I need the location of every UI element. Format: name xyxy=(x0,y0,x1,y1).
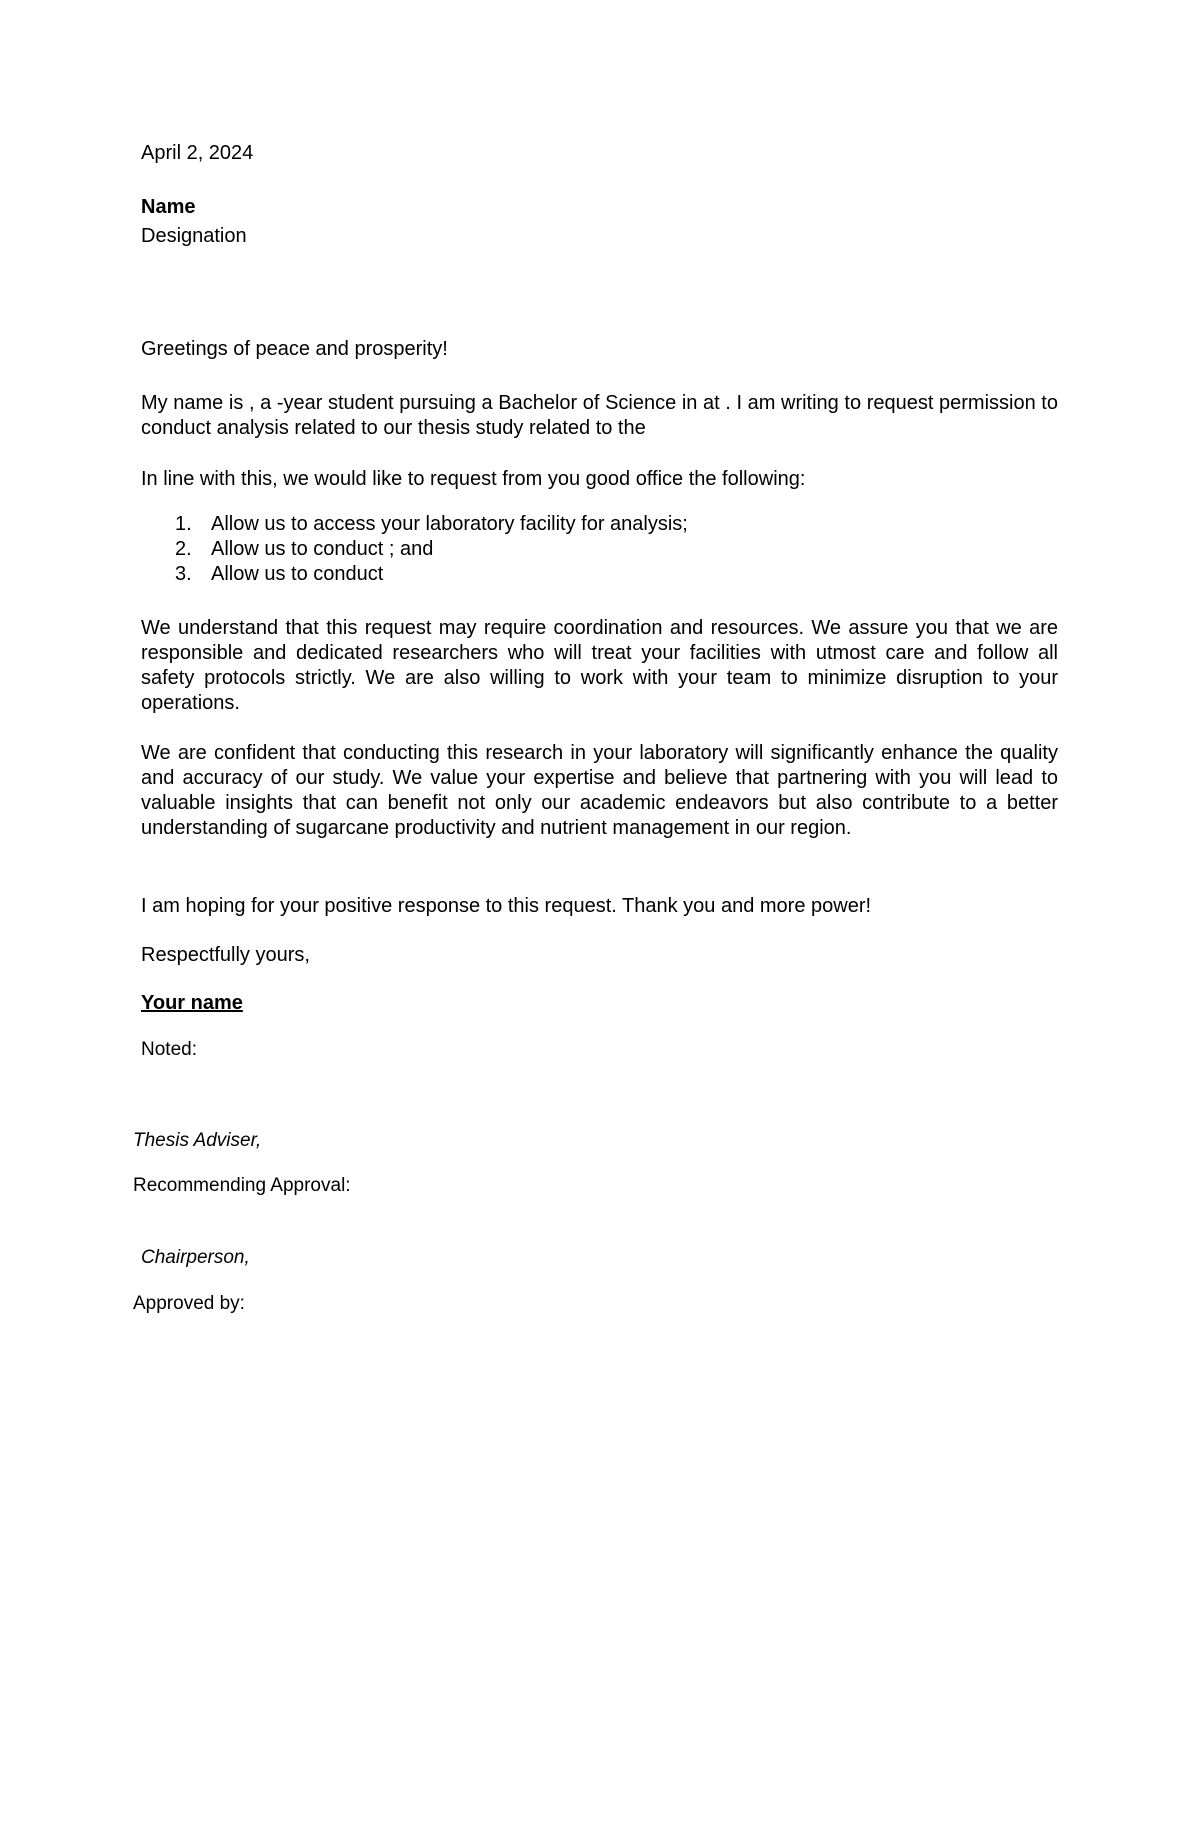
recommending-approval-label: Recommending Approval: xyxy=(133,1175,351,1196)
greeting: Greetings of peace and prosperity! xyxy=(141,338,448,360)
noted-label: Noted: xyxy=(141,1039,197,1060)
list-item-text: Allow us to access your laboratory facility for analysis; xyxy=(211,513,688,535)
approved-by-label: Approved by: xyxy=(133,1293,245,1314)
request-intro: In line with this, we would like to request from you good office the following: xyxy=(141,468,806,490)
intro-paragraph: My name is , a -year student pursuing a Bachelor of Science in at . I am writing to request permission to conduct analysis related to our thesis study related to the xyxy=(141,392,1058,439)
chairperson-title: Chairperson, xyxy=(141,1247,250,1268)
letter-date: April 2, 2024 xyxy=(141,142,254,164)
list-item xyxy=(141,562,688,587)
sender-name: Your name xyxy=(141,992,243,1014)
list-item-number: 2. xyxy=(175,538,192,560)
list-item xyxy=(141,537,688,562)
request-list xyxy=(141,512,688,587)
confidence-paragraph: We are confident that conducting this research in your laboratory will significantly enhance the quality and accuracy of our study. We value your expertise and believe that partnering with you will lead to valuable insights that can benefit not only our academic endeavors but also contribute to a better understanding of sugarcane productivity and nutrient management in our region. xyxy=(141,742,1058,839)
list-item xyxy=(141,512,688,537)
list-item-number: 1. xyxy=(175,513,192,535)
list-item-text: Allow us to conduct xyxy=(211,563,384,585)
list-item-text: Allow us to conduct ; and xyxy=(211,538,434,560)
recipient-name: Name xyxy=(141,196,196,218)
recipient-designation: Designation xyxy=(141,225,247,247)
closing-remark: I am hoping for your positive response to this request. Thank you and more power! xyxy=(141,895,872,917)
assurance-paragraph: We understand that this request may require coordination and resources. We assure you that we are responsible and dedicated researchers who will treat your facilities with utmost care and follow all safety protocols strictly. We are also willing to work with your team to minimize disruption to your operations. xyxy=(141,617,1058,714)
list-item-number: 3. xyxy=(175,563,192,585)
valediction: Respectfully yours, xyxy=(141,944,310,966)
adviser-title: Thesis Adviser, xyxy=(133,1130,262,1151)
